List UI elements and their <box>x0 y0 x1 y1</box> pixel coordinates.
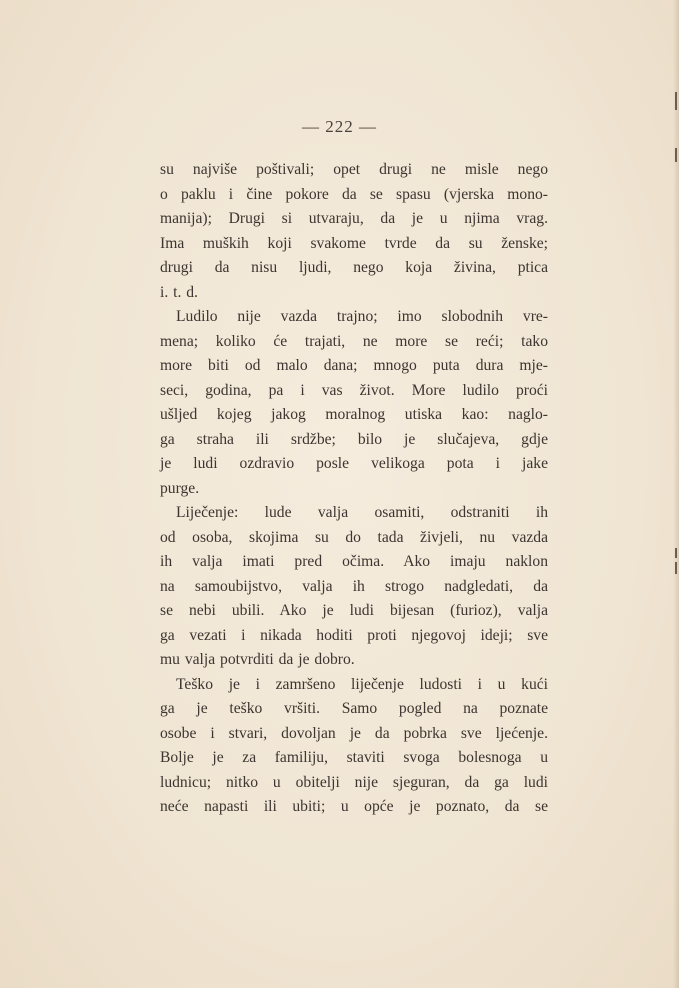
text-line: od osoba, skojima su do tada živjeli, nu vazda <box>160 528 548 546</box>
text-line: more biti od malo dana; mnogo puta dura mje- <box>160 357 548 374</box>
text-line: Ima muških koji svakome tvrde da su ženske; <box>160 234 548 252</box>
text-line: drugi da nisu ljudi, nego koja živina, ptica <box>160 259 548 276</box>
page-number: — 222 — <box>302 117 377 136</box>
text-line: ih valja imati pred očima. Ako imaju naklon <box>160 553 548 570</box>
edge-mark <box>675 148 677 162</box>
text-line: purge. <box>160 479 200 497</box>
text-line: ušljed kojeg jakog moralnog utiska kao: naglo- <box>160 406 548 423</box>
text-line: neće napasti ili ubiti; u opće je poznato, da se <box>160 798 548 815</box>
text-line: ga vezati i nikada hoditi proti njegovoj ideji; sve <box>160 626 548 644</box>
text-line: Bolje je za familiju, staviti svoga bolesnoga u <box>160 749 548 766</box>
body-text <box>160 158 548 820</box>
text-line: na samoubijstvo, valja ih strogo nadgledati, da <box>160 577 548 595</box>
text-line: seci, godina, pa i vas život. More ludilo proći <box>160 381 548 399</box>
text-line: manija); Drugi si utvaraju, da je u njima vrag. <box>160 210 548 227</box>
text-line: Liječenje: lude valja osamiti, odstraniti ih <box>176 504 548 521</box>
text-line: ga straha ili srdžbe; bilo je slučajeva, gdje <box>160 430 548 448</box>
text-line: Ludilo nije vazda trajno; imo slobodnih vre- <box>176 308 548 325</box>
text-line: ludnicu; nitko u obitelji nije sjeguran, da ga ludi <box>160 773 548 791</box>
text-line: Teško je i zamršeno liječenje ludosti i u kući <box>176 675 548 693</box>
edge-mark <box>675 92 677 110</box>
text-line: se nebi ubili. Ako je ludi bijesan (furioz), valja <box>160 602 548 619</box>
text-line: osobe i stvari, dovoljan je da pobrka sve ljećenje. <box>160 724 548 742</box>
text-line: i. t. d. <box>160 283 198 301</box>
text-line: o paklu i čine pokore da se spasu (vjerska mono- <box>160 185 548 203</box>
text-line: je ludi ozdravio posle velikoga pota i jake <box>160 455 548 472</box>
edge-mark <box>675 562 677 574</box>
text-line: su najviše poštivali; opet drugi ne misle nego <box>160 161 548 178</box>
text-line: mu valja potvrditi da je dobro. <box>160 651 355 668</box>
text-line: mena; koliko će trajati, ne more se reći; tako <box>160 332 548 350</box>
text-line: ga je teško vršiti. Samo pogled na poznate <box>160 700 548 717</box>
edge-mark <box>675 548 677 558</box>
